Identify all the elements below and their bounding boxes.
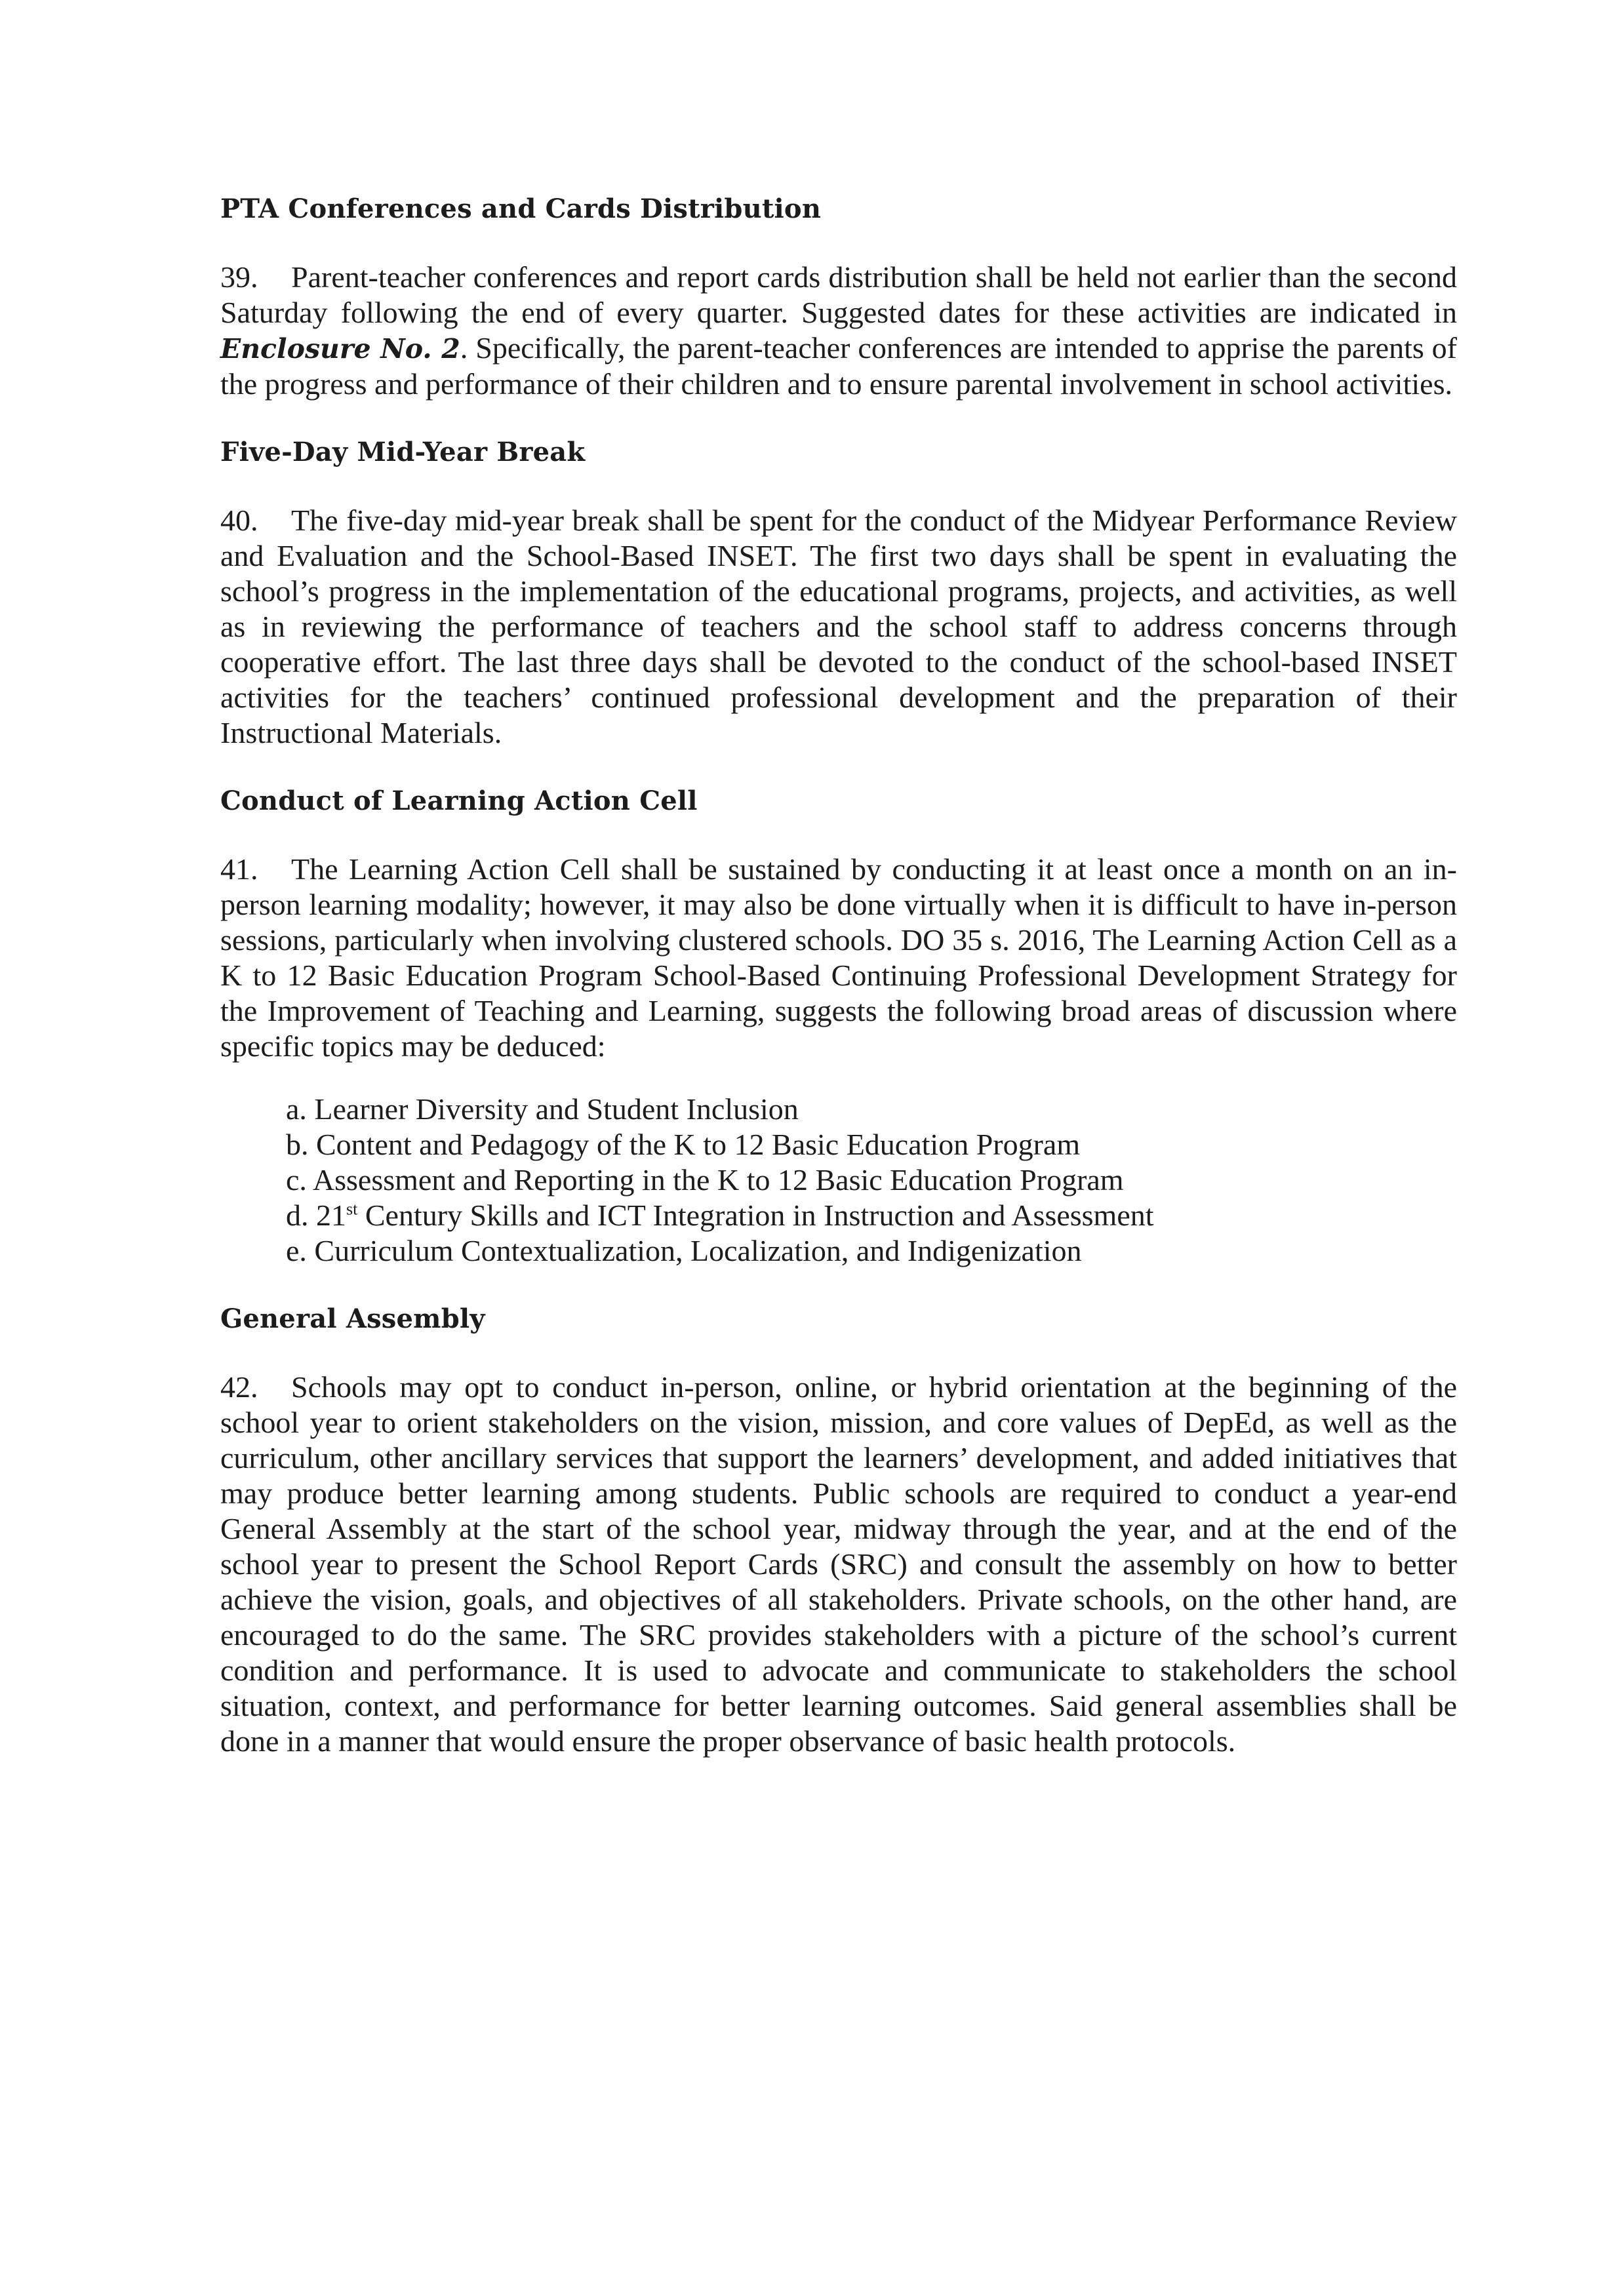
- paragraph-42: [220, 1370, 1457, 1759]
- paragraph-text: . Specifically, the parent-teacher conferences are intended to apprise the parents of the progress and performance of their children and to ensure parental involvement in school activities.: [220, 331, 1457, 401]
- enclosure-reference: Enclosure No. 2: [220, 333, 460, 365]
- paragraph-number: 42.: [220, 1370, 258, 1404]
- paragraph-text: The Learning Action Cell shall be sustained by conducting it at least once a month on an in-person learning modality; however, it may also be done virtually when it is difficult to have in-person sessions, particularly when involving clustered schools. DO 35 s. 2016, The Learning Action Cell as a K to 12 Basic Education Program School-Based Continuing Professional Development Strategy for the Improvement of Teaching and Learning, suggests the following broad areas of discussion where specific topics may be deduced:: [220, 852, 1457, 1063]
- section-heading-general-assembly: General Assembly: [220, 1303, 485, 1334]
- paragraph-41: [220, 852, 1457, 1064]
- list-item: e. Curriculum Contextualization, Localization, and Indigenization: [286, 1234, 1082, 1267]
- paragraph-text: Parent-teacher conferences and report cards distribution shall be held not earlier than the second Saturday following the end of every quarter. Suggested dates for these activities are indicated in: [220, 260, 1457, 329]
- list-item: c. Assessment and Reporting in the K to 12 Basic Education Program: [286, 1163, 1124, 1197]
- document-page: [220, 191, 1457, 1792]
- paragraph-number: 40.: [220, 504, 258, 537]
- list-item: b. Content and Pedagogy of the K to 12 Basic Education Program: [286, 1128, 1081, 1161]
- paragraph-number: 39.: [220, 260, 258, 294]
- paragraph-number: 41.: [220, 852, 258, 886]
- paragraph-40: [220, 503, 1457, 751]
- section-heading-mid-year-break: Five-Day Mid-Year Break: [220, 437, 586, 467]
- list-item-prefix: d. 21: [286, 1198, 346, 1232]
- paragraph-39: [220, 260, 1457, 402]
- ordinal-suffix: st: [346, 1199, 358, 1219]
- paragraph-text: Schools may opt to conduct in-person, online, or hybrid orientation at the beginning of the school year to orient stakeholders on the vision, mission, and core values of DepEd, as well as the curriculum, other ancillary services that support the learners’ development, and added initiatives that may produce better learning among students. Public schools are required to conduct a year-end General Assembly at the start of the school year, midway through the year, and at the end of the school year to present the School Report Cards (SRC) and consult the assembly on how to better achieve the vision, goals, and objectives of all stakeholders. Private schools, on the other hand, are encouraged to do the same. The SRC provides stakeholders with a picture of the school’s current condition and performance. It is used to advocate and communicate to stakeholders the school situation, context, and performance for better learning outcomes. Said general assemblies shall be done in a manner that would ensure the proper observance of basic health protocols.: [220, 1370, 1457, 1758]
- list-item: [286, 1198, 1457, 1233]
- list-item: a. Learner Diversity and Student Inclusion: [286, 1092, 799, 1126]
- section-heading-learning-action-cell: Conduct of Learning Action Cell: [220, 785, 698, 816]
- list-item-text: Century Skills and ICT Integration in Instruction and Assessment: [357, 1198, 1154, 1232]
- discussion-areas-list: [220, 1092, 1457, 1269]
- paragraph-text: The five-day mid-year break shall be spent for the conduct of the Midyear Performance Review and Evaluation and the School-Based INSET. The first two days shall be spent in evaluating the school’s progress in the implementation of the educational programs, projects, and activities, as well as in reviewing the performance of teachers and the school staff to address concerns through cooperative effort. The last three days shall be devoted to the conduct of the school-based INSET activities for the teachers’ continued professional development and the preparation of their Instructional Materials.: [220, 504, 1457, 749]
- section-heading-pta: PTA Conferences and Cards Distribution: [220, 193, 822, 224]
